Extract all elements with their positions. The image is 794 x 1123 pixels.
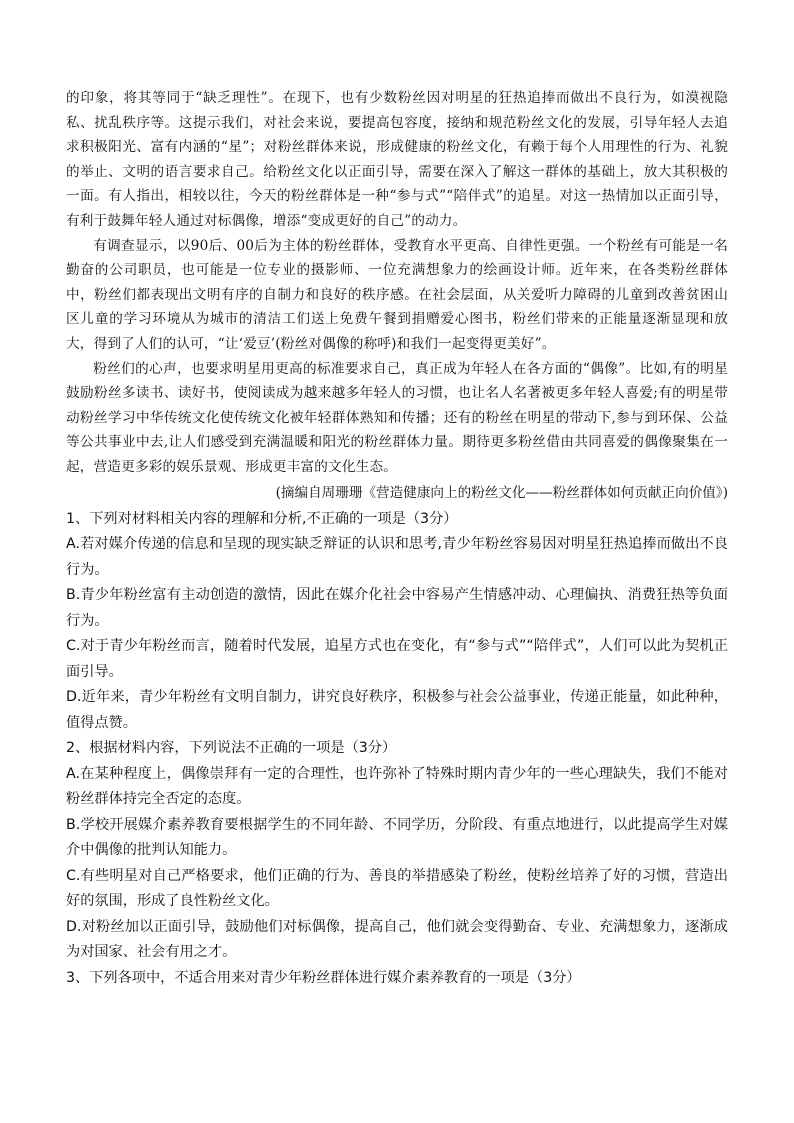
passage-source: (摘编自周珊珊《营造健康向上的粉丝文化——粉丝群体如何贡献正向价值》) <box>275 484 728 501</box>
option-b: B.青少年粉丝富有主动创造的激情，因此在媒介化社会中容易产生情感冲动、心理偏执、消费狂热等负面行为。 <box>66 587 728 629</box>
passage-paragraph: 的印象，将其等同于“缺乏理性”。在现下，也有少数粉丝因对明星的狂热追捧而做出不良行为，如漠视隐私、扰乱秩序等。这提示我们，对社会来说，要提高包容度，接纳和规范粉丝文化的发展，引导年轻人去追求积极阳光、富有内涵的“星”；对粉丝群体来说，形成健康的粉丝文化，有赖于每个人用理性的行为、礼貌的举止、文明的语言要求自己。给粉丝文化以正面引导，需要在深入了解这一群体的基础上，放大其积极的一面。有人指出，相较以往，今天的粉丝群体是一种“参与式”“陪伴式”的追星。对这一热情加以正面引导，有利于鼓舞年轻人通过对标偶像，增添“变成更好的自己”的动力。 <box>66 90 728 229</box>
option-d: D.对粉丝加以正面引导，鼓励他们对标偶像，提高自己，他们就会变得勤奋、专业、充满想象力，逐渐成为对国家、社会有用之才。 <box>66 918 728 960</box>
reading-passage <box>66 86 728 506</box>
question-title: 3、下列各项中，不适合用来对青少年粉丝群体进行媒介素养教育的一项是（3分） <box>66 969 581 986</box>
option-d: D.近年来，青少年粉丝有文明自制力，讲究良好秩序，积极参与社会公益事业，传递正能量，如此种种，值得点赞。 <box>66 689 728 731</box>
option-a: A.在某种程度上，偶像崇拜有一定的合理性，也许弥补了特殊时期内青少年的一些心理缺失，我们不能对粉丝群体持完全否定的态度。 <box>66 765 728 807</box>
question-2 <box>66 736 728 966</box>
question-3 <box>66 966 728 992</box>
question-title: 2、根据材料内容，下列说法不正确的一项是（3分） <box>66 740 397 756</box>
question-1 <box>66 507 728 737</box>
option-c: C.对于青少年粉丝而言，随着时代发展，追星方式也在变化，有“参与式”“陪伴式”，人们可以此为契机正面引导。 <box>66 638 728 680</box>
question-title: 1、下列对材料相关内容的理解和分析,不正确的一项是（3分） <box>66 510 458 527</box>
option-c: C.有些明星对自己严格要求，他们正确的行为、善良的举措感染了粉丝，使粉丝培养了好的习惯，营造出好的氛围，形成了良性粉丝文化。 <box>66 867 728 909</box>
option-a: A.若对媒介传递的信息和呈现的现实缺乏辩证的认识和思考,青少年粉丝容易因对明星狂热追捧而做出不良行为。 <box>66 536 728 578</box>
passage-paragraph: 粉丝们的心声，也要求明星用更高的标准要求自己，真正成为年轻人在各方面的“偶像”。比如,有的明星鼓励粉丝多读书、读好书，使阅读成为越来越多年轻人的习惯，也让名人名著被更多年轻人喜爱;有的明星带动粉丝学习中华传统文化使传统文化被年轻群体熟知和传播；还有的粉丝在明星的带动下,参与到环保、公益等公共事业中去,让人们感受到充满温暖和阳光的粉丝群体力量。期待更多粉丝借由共同喜爱的偶像聚集在一起，营造更多彩的娱乐景观、形成更丰富的文化生态。 <box>66 360 728 475</box>
option-b: B.学校开展媒介素养教育要根据学生的不同年龄、不同学历，分阶段、有重点地进行，以此提高学生对媒介中偶像的批判认知能力。 <box>66 816 728 858</box>
document-page <box>66 86 728 991</box>
passage-paragraph: 有调查显示，以90后、00后为主体的粉丝群体，受教育水平更高、自律性更强。一个粉丝有可能是一名勤奋的公司职员，也可能是一位专业的摄影师、一位充满想象力的绘画设计师。近年来，在各类粉丝群体中，粉丝们都表现出文明有序的自制力和良好的秩序感。在社会层面，从关爱听力障碍的儿童到改善贫困山区儿童的学习环境从为城市的清洁工们送上免费午餐到捐赠爱心图书，粉丝们带来的正能量逐渐显现和放大，得到了人们的认可，“让‘爱豆’(粉丝对偶像的称呼)和我们一起变得更美好”。 <box>66 237 728 352</box>
